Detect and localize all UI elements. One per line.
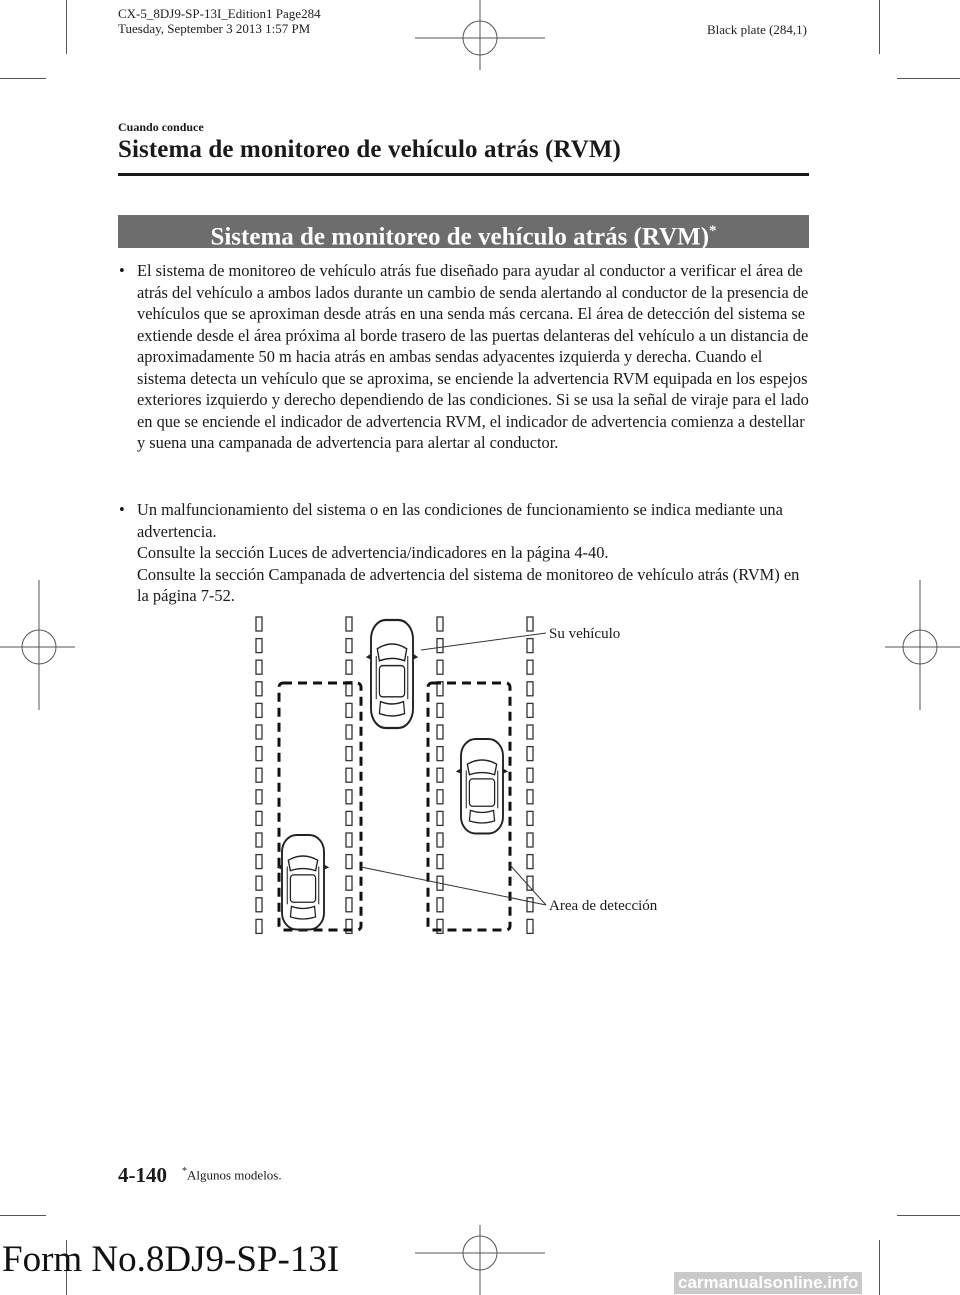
label-own-vehicle: Su vehículo bbox=[549, 626, 621, 642]
footnote bbox=[182, 1166, 282, 1183]
label-detection-area: Area de detección bbox=[549, 898, 658, 914]
own-vehicle bbox=[366, 620, 419, 728]
lane-marker bbox=[527, 811, 533, 825]
approaching-vehicle-right bbox=[456, 739, 509, 834]
lane-marker bbox=[527, 747, 533, 761]
print-header-line: CX-5_8DJ9-SP-13I_Edition1 Page284 bbox=[118, 6, 321, 21]
optional-equipment-marker: * bbox=[709, 223, 717, 239]
lane-marker bbox=[256, 639, 262, 653]
lane-marker bbox=[527, 833, 533, 847]
lane-marker bbox=[527, 768, 533, 782]
bullet-text: Un malfuncionamiento del sistema o en las condiciones de funcionamiento se indica mediante una advertencia. bbox=[137, 500, 783, 541]
lane-marker bbox=[256, 617, 262, 631]
black-plate-label: Black plate (284,1) bbox=[707, 22, 807, 37]
lane-marker bbox=[346, 876, 352, 890]
lane-marker bbox=[346, 703, 352, 717]
lane-marker bbox=[256, 725, 262, 739]
lane-marker bbox=[527, 682, 533, 696]
lane-marker bbox=[527, 660, 533, 674]
lane-marker bbox=[437, 639, 443, 653]
lane-marker bbox=[527, 790, 533, 804]
lane-marker bbox=[437, 898, 443, 912]
lane-marker bbox=[256, 855, 262, 869]
lane-marker bbox=[527, 876, 533, 890]
lane-marker bbox=[527, 639, 533, 653]
lane-marker bbox=[437, 617, 443, 631]
lane-marker bbox=[527, 703, 533, 717]
lane-marker bbox=[346, 617, 352, 631]
lane-marker bbox=[437, 725, 443, 739]
lane-marker bbox=[256, 682, 262, 696]
footnote-marker: * bbox=[182, 1166, 187, 1177]
bullet-text: El sistema de monitoreo de vehículo atrás fue diseñado para ayudar al conductor a verificar el área de atrás del vehículo a ambos lados durante un cambio de senda alertando al conductor de la presencia de vehículos que se aproximan desde atrás en una senda más cercana. El área de detección del sistema se extiende desde el área próxima al borde trasero de las puertas delanteras del vehículo a un distancia de aproximadamente 50 m hacia atrás en ambas sendas adyacentes izquierda y derecha. Cuando el sistema detecta un vehículo que se aproxima, se enciende la advertencia RVM equipada en los espejos exteriores izquierdo y derecho dependiendo de las condiciones. Si se usa la señal de viraje para el lado en que se enciende el indicador de advertencia RVM, el indicador de advertencia comienza a destellar y suena una campanada de advertencia para alertar al conductor. bbox=[137, 261, 809, 452]
lane-marker bbox=[437, 855, 443, 869]
lane-marker bbox=[437, 790, 443, 804]
lane-marker bbox=[256, 660, 262, 674]
lane-marker bbox=[346, 660, 352, 674]
lane-marker bbox=[527, 617, 533, 631]
lane-marker bbox=[256, 876, 262, 890]
lane-marker bbox=[437, 768, 443, 782]
print-header-line: Tuesday, September 3 2013 1:57 PM bbox=[118, 21, 311, 36]
page-title: Sistema de monitoreo de vehículo atrás (RVM) bbox=[118, 136, 621, 163]
lane-marker bbox=[256, 703, 262, 717]
section-label: Cuando conduce bbox=[118, 120, 204, 134]
lane-marker bbox=[527, 855, 533, 869]
lane-marker bbox=[437, 703, 443, 717]
lane-marker bbox=[346, 768, 352, 782]
lane-marker bbox=[256, 833, 262, 847]
lane-marker bbox=[346, 790, 352, 804]
lane-marker bbox=[346, 833, 352, 847]
lane-marker bbox=[437, 747, 443, 761]
lane-marker bbox=[346, 898, 352, 912]
bullet-text: Consulte la sección Campanada de advertencia del sistema de monitoreo de vehículo atrás (RVM) en la página 7-52. bbox=[137, 564, 800, 605]
lane-marker bbox=[346, 747, 352, 761]
bullet-dot: • bbox=[119, 261, 125, 280]
lane-marker bbox=[527, 898, 533, 912]
footnote-text: Algunos modelos. bbox=[187, 1167, 282, 1183]
lane-marker bbox=[256, 919, 262, 933]
lane-marker bbox=[527, 919, 533, 933]
bullet-text: Consulte la sección Luces de advertencia/indicadores en la página 4-40. bbox=[137, 543, 609, 562]
lane-marker bbox=[256, 790, 262, 804]
lane-marker bbox=[256, 768, 262, 782]
lane-marker bbox=[346, 811, 352, 825]
watermark: carmanualsonline.info bbox=[674, 1272, 862, 1294]
page-number: 4-140 bbox=[118, 1163, 167, 1187]
lane-marker bbox=[346, 855, 352, 869]
lane-marker bbox=[256, 747, 262, 761]
lane-marker bbox=[346, 639, 352, 653]
lane-marker bbox=[346, 725, 352, 739]
lane-marker bbox=[527, 725, 533, 739]
bullet-dot: • bbox=[119, 500, 125, 519]
form-number: Form No.8DJ9-SP-13I bbox=[2, 1239, 340, 1280]
section-heading-text: Sistema de monitoreo de vehículo atrás (RVM) bbox=[210, 223, 710, 251]
callout-line-area bbox=[361, 867, 546, 905]
lane-marker bbox=[256, 898, 262, 912]
lane-marker bbox=[256, 811, 262, 825]
lane-marker bbox=[437, 660, 443, 674]
lane-marker bbox=[437, 833, 443, 847]
approaching-vehicle-left bbox=[277, 835, 330, 930]
lane-marker bbox=[437, 811, 443, 825]
